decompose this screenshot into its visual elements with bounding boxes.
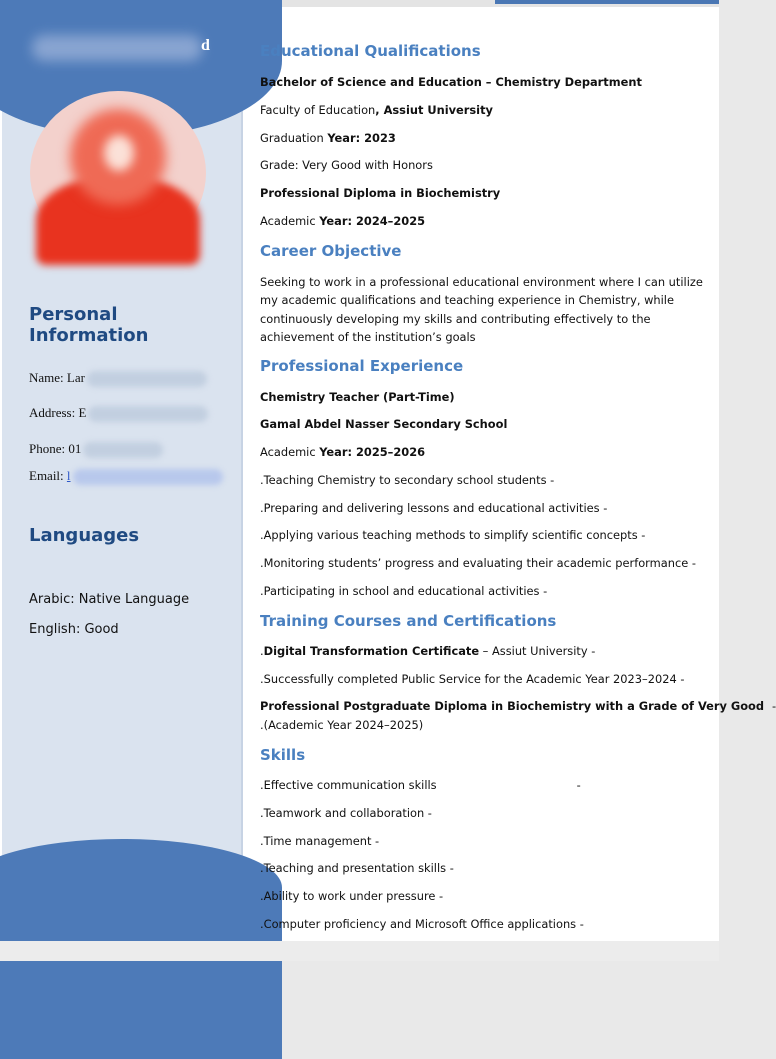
academic-year-line: Academic Year: 2024–2025 bbox=[260, 214, 426, 228]
languages-heading: Languages bbox=[29, 525, 140, 546]
email-link[interactable]: l bbox=[66, 468, 71, 483]
phone-row: Phone: 01 bbox=[29, 441, 163, 458]
certificate-line: .Digital Transformation Certificate – Assiut University - bbox=[260, 644, 596, 658]
sidebar bbox=[2, 7, 243, 941]
graduation-line: Graduation Year: 2023 bbox=[260, 131, 396, 145]
name-visible-fragment: d bbox=[201, 37, 210, 54]
name-redacted bbox=[32, 35, 202, 61]
personal-info-heading: Personal Information bbox=[29, 304, 149, 346]
redacted-value bbox=[88, 406, 208, 422]
training-heading: Training Courses and Certifications bbox=[260, 612, 557, 630]
experience-year-line: Academic Year: 2025–2026 bbox=[260, 445, 426, 459]
language-item: English: Good bbox=[29, 622, 119, 637]
duty-item: .Teaching Chemistry to secondary school students - bbox=[260, 473, 555, 487]
skill-item: .Time management - bbox=[260, 834, 380, 848]
skill-item: .Teamwork and collaboration - bbox=[260, 806, 432, 820]
duty-item: .Participating in school and educational activities - bbox=[260, 584, 548, 598]
redacted-value bbox=[87, 371, 207, 387]
name-row: Name: Lar bbox=[29, 370, 207, 387]
top-accent-bar bbox=[495, 0, 719, 4]
role-line: Chemistry Teacher (Part-Time) bbox=[260, 390, 455, 404]
cv-page bbox=[0, 7, 776, 941]
skill-item: .Effective communication skills - bbox=[260, 778, 581, 792]
redacted-value bbox=[73, 469, 223, 485]
public-service-line: .Successfully completed Public Service for the Academic Year 2023–2024 - bbox=[260, 672, 685, 686]
experience-heading: Professional Experience bbox=[260, 357, 464, 375]
grade-line: Grade: Very Good with Honors bbox=[260, 158, 433, 172]
skill-item: .Computer proficiency and Microsoft Office applications - bbox=[260, 917, 584, 931]
duty-item: .Preparing and delivering lessons and educational activities - bbox=[260, 501, 608, 515]
education-heading: Educational Qualifications bbox=[260, 42, 481, 60]
language-item: Arabic: Native Language bbox=[29, 592, 190, 607]
school-line: Gamal Abdel Nasser Secondary School bbox=[260, 417, 508, 431]
career-objective-text: Seeking to work in a professional educational environment where I can utilize my academic qualifications and teaching experience in Chemistry, while continuously developing my skills and contributing effectively to the achievement of the institution’s goals bbox=[260, 275, 703, 344]
address-row: Address: E bbox=[29, 412, 208, 422]
diploma-line: Professional Diploma in Biochemistry bbox=[260, 186, 501, 200]
bottom-window-strip bbox=[0, 941, 719, 961]
faculty-line: Faculty of Education, Assiut University bbox=[260, 103, 493, 117]
redacted-value bbox=[83, 442, 163, 458]
degree-line: Bachelor of Science and Education – Chemistry Department bbox=[260, 75, 642, 89]
skill-item: .Ability to work under pressure - bbox=[260, 889, 444, 903]
duty-item: .Monitoring students’ progress and evaluating their academic performance - bbox=[260, 556, 696, 570]
profile-photo bbox=[30, 91, 206, 255]
email-row: Email: l bbox=[29, 468, 223, 485]
postgrad-year-line: .(Academic Year 2024–2025) bbox=[260, 718, 424, 732]
career-objective-heading: Career Objective bbox=[260, 242, 402, 260]
skill-item: .Teaching and presentation skills - bbox=[260, 861, 454, 875]
duty-item: .Applying various teaching methods to simplify scientific concepts - bbox=[260, 528, 646, 542]
skills-heading: Skills bbox=[260, 746, 306, 764]
postgrad-diploma-line: Professional Postgraduate Diploma in Biochemistry with a Grade of Very Good - bbox=[260, 699, 776, 713]
